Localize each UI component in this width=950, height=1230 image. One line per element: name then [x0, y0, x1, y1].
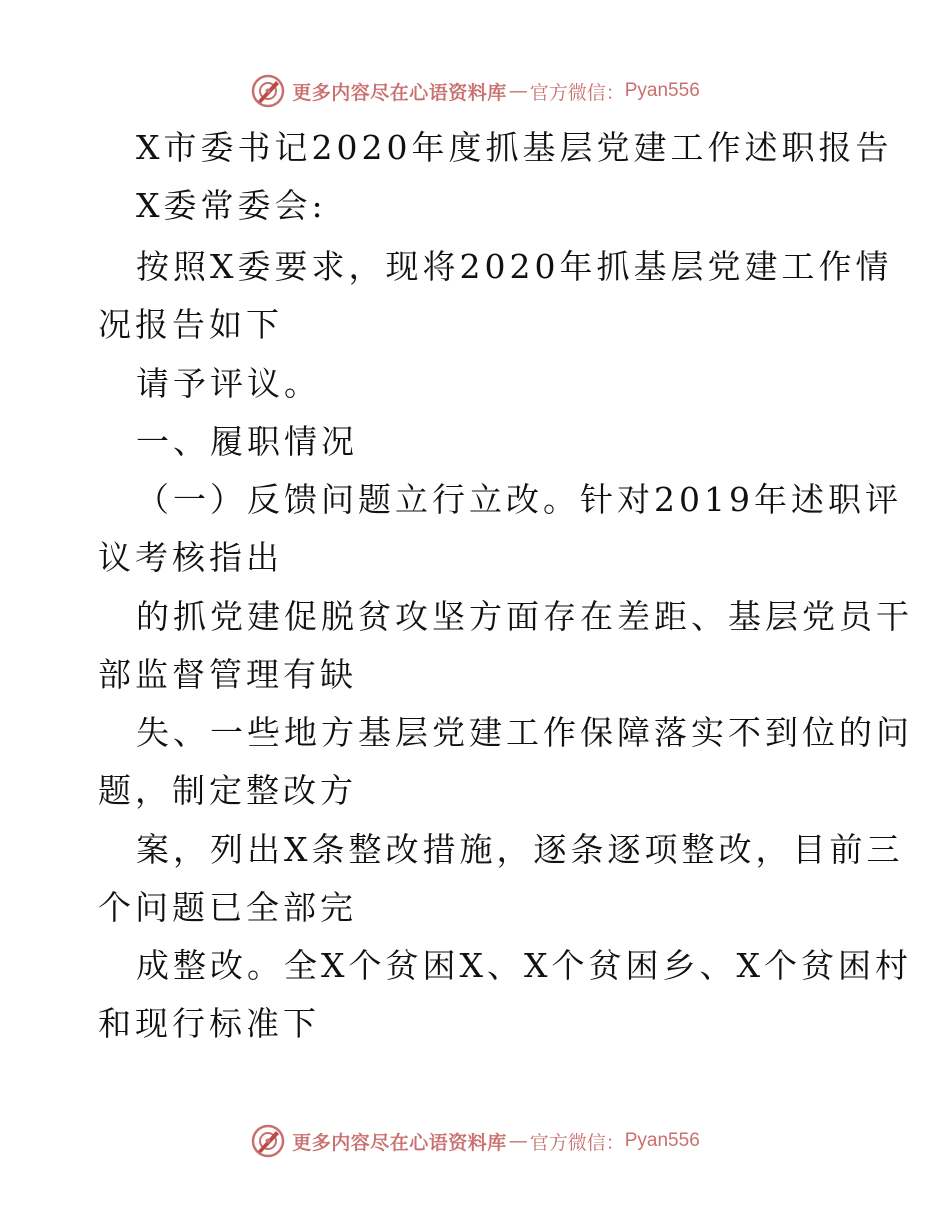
text-line: 的抓党建促脱贫攻坚方面存在差距、基层党员干	[136, 597, 913, 636]
section-heading: 一、履职情况	[136, 422, 358, 461]
text-line: 议考核指出	[98, 538, 283, 577]
text-line: 部监督管理有缺	[98, 655, 357, 694]
text-line: 案，列出X条整改措施，逐条逐项整改，目前三	[136, 830, 904, 869]
watermark-brand-text: 更多内容尽在心语资料库	[292, 81, 507, 104]
watermark-official-label: 官方微信：	[529, 1131, 625, 1154]
watermark-brand-text: 更多内容尽在心语资料库	[292, 1131, 507, 1154]
text-line: 况报告如下	[98, 305, 283, 344]
text-line: 和现行标准下	[98, 1004, 320, 1043]
document-title: X市委书记2020年度抓基层党建工作述职报告	[136, 128, 893, 167]
text-line: X委常委会:	[136, 186, 327, 225]
footer-watermark	[0, 1121, 950, 1161]
watermark-account-id: Pyan556	[624, 1130, 700, 1151]
watermark-account-id: Pyan556	[624, 80, 700, 101]
text-line: 失、一些地方基层党建工作保障落实不到位的问	[136, 713, 913, 752]
brand-logo-icon	[250, 1123, 286, 1159]
text-line: 成整改。全X个贫困X、X个贫困乡、X个贫困村	[136, 946, 912, 985]
text-line: 按照X委要求，现将2020年抓基层党建工作情	[136, 247, 893, 286]
text-line: 题，制定整改方	[98, 771, 357, 810]
text-line: 个问题已全部完	[98, 888, 357, 927]
text-line: 请予评议。	[136, 364, 321, 403]
watermark-separator: —	[508, 80, 528, 102]
brand-logo-icon	[250, 73, 286, 109]
watermark-separator: —	[508, 1130, 528, 1152]
header-watermark	[0, 71, 950, 111]
watermark-official-label: 官方微信：	[529, 81, 625, 104]
text-line: （一）反馈问题立行立改。针对2019年述职评	[136, 480, 902, 519]
